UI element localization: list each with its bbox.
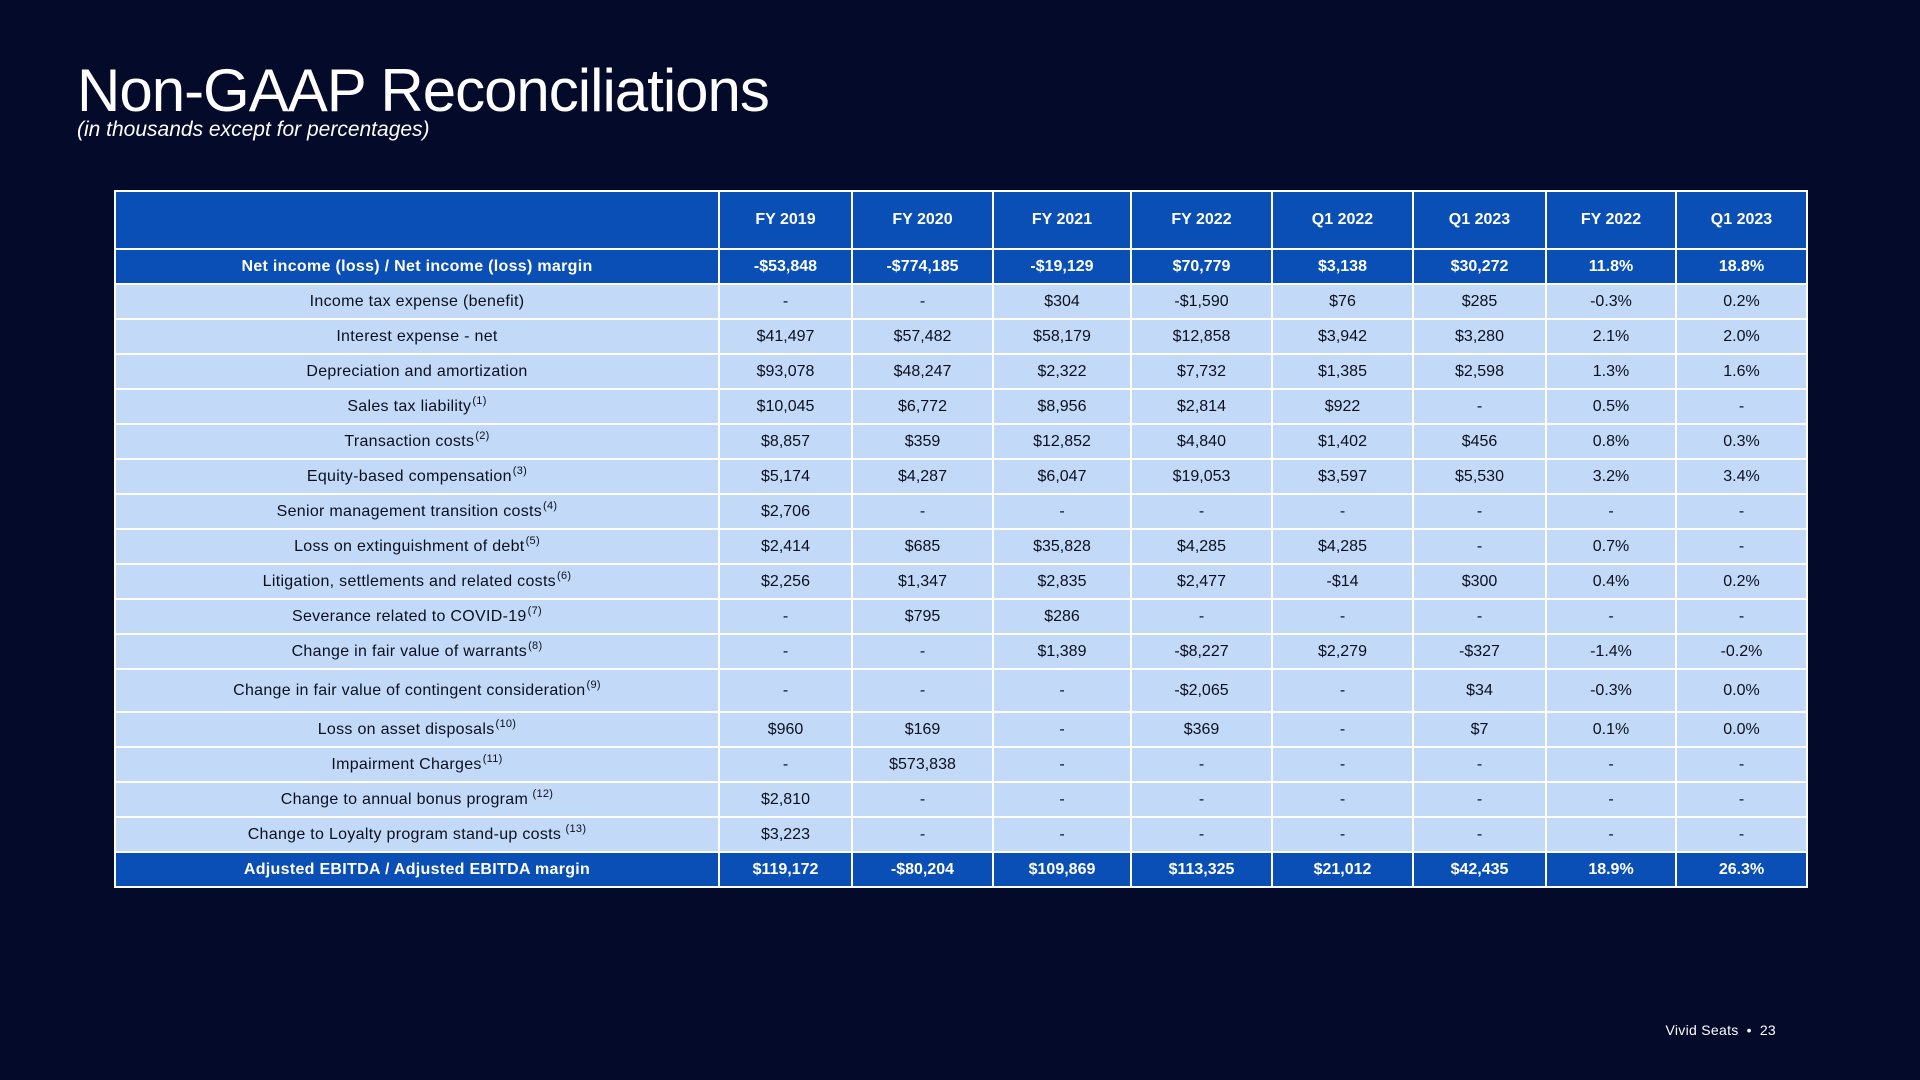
table-cell: $4,285: [1272, 529, 1413, 564]
row-label-text: Transaction costs: [344, 432, 475, 450]
footnote-marker: (3): [512, 465, 528, 478]
row-label: [115, 669, 719, 712]
footnote-marker: (13): [562, 823, 587, 836]
table-cell: $42,435: [1413, 852, 1546, 887]
table-cell: $359: [852, 424, 993, 459]
table-cell: -$19,129: [993, 249, 1131, 284]
table-cell: $2,814: [1131, 389, 1272, 424]
table-cell: $12,852: [993, 424, 1131, 459]
table-cell: $3,597: [1272, 459, 1413, 494]
row-label: [115, 747, 719, 782]
footer-brand: Vivid Seats: [1665, 1022, 1739, 1038]
table-row: [115, 354, 1807, 389]
table-row: [115, 424, 1807, 459]
table-cell: $1,385: [1272, 354, 1413, 389]
table-cell: $19,053: [1131, 459, 1272, 494]
column-header: Q1 2022: [1272, 191, 1413, 249]
table-header-row: [115, 191, 1807, 249]
table-cell: -: [1676, 494, 1807, 529]
table-cell: -: [1546, 747, 1676, 782]
table-cell: 2.1%: [1546, 319, 1676, 354]
table-cell: -: [1272, 747, 1413, 782]
table-cell: $35,828: [993, 529, 1131, 564]
table-row: [115, 817, 1807, 852]
table-cell: $70,779: [1131, 249, 1272, 284]
table-cell: -: [1413, 529, 1546, 564]
footnote-marker: (9): [586, 679, 601, 692]
table-cell: -: [993, 817, 1131, 852]
column-header: FY 2022: [1546, 191, 1676, 249]
table-row: [115, 599, 1807, 634]
table-row: [115, 494, 1807, 529]
table-cell: $21,012: [1272, 852, 1413, 887]
table-cell: -$14: [1272, 564, 1413, 599]
row-label: [115, 782, 719, 817]
table-cell: 0.5%: [1546, 389, 1676, 424]
table-cell: -: [993, 747, 1131, 782]
table-cell: -: [852, 817, 993, 852]
row-label-text: Net income (loss) / Net income (loss) margin: [241, 257, 593, 275]
footnote-marker: (4): [543, 500, 558, 513]
table-cell: -: [852, 634, 993, 669]
table-body: [115, 249, 1807, 887]
table-cell: -: [1131, 747, 1272, 782]
column-header: Q1 2023: [1676, 191, 1807, 249]
table-cell: -: [1272, 669, 1413, 712]
table-cell: $12,858: [1131, 319, 1272, 354]
table-cell: $2,477: [1131, 564, 1272, 599]
table-row: [115, 319, 1807, 354]
table-cell: $2,322: [993, 354, 1131, 389]
table-cell: $3,138: [1272, 249, 1413, 284]
table-cell: $1,402: [1272, 424, 1413, 459]
row-label-text: Income tax expense (benefit): [309, 292, 525, 310]
column-header: FY 2022: [1131, 191, 1272, 249]
table-cell: -: [1131, 817, 1272, 852]
row-label-text: Impairment Charges: [331, 755, 482, 773]
table-cell: -: [719, 669, 852, 712]
table-cell: 0.0%: [1676, 669, 1807, 712]
table-cell: -: [852, 494, 993, 529]
table-cell: $795: [852, 599, 993, 634]
footnote-marker: (8): [528, 640, 543, 653]
table-cell: 0.0%: [1676, 712, 1807, 747]
row-label: [115, 712, 719, 747]
table-cell: -: [1546, 782, 1676, 817]
row-label: [115, 529, 719, 564]
table-cell: -$53,848: [719, 249, 852, 284]
table-cell: $3,280: [1413, 319, 1546, 354]
table-cell: -: [1272, 712, 1413, 747]
table-cell: $76: [1272, 284, 1413, 319]
table-cell: -: [1413, 782, 1546, 817]
table-row: [115, 634, 1807, 669]
column-header-label: [115, 191, 719, 249]
row-label: [115, 354, 719, 389]
table-cell: $8,956: [993, 389, 1131, 424]
table-cell: $10,045: [719, 389, 852, 424]
footnote-marker: (12): [529, 788, 554, 801]
row-label-text: Equity-based compensation: [306, 467, 512, 485]
table-cell: 0.2%: [1676, 564, 1807, 599]
table-cell: $6,047: [993, 459, 1131, 494]
table-row: [115, 284, 1807, 319]
row-label: [115, 599, 719, 634]
row-label: [115, 284, 719, 319]
row-label-text: Loss on asset disposals: [317, 720, 495, 738]
table-cell: -: [1546, 494, 1676, 529]
table-cell: $8,857: [719, 424, 852, 459]
table-cell: $922: [1272, 389, 1413, 424]
table-cell: -: [1272, 494, 1413, 529]
reconciliation-table-container: [114, 190, 1806, 888]
table-cell: 0.7%: [1546, 529, 1676, 564]
table-total-row: [115, 852, 1807, 887]
table-row: [115, 669, 1807, 712]
table-cell: -: [993, 782, 1131, 817]
page-number: 23: [1759, 1022, 1776, 1038]
row-label-text: Depreciation and amortization: [306, 362, 528, 380]
table-cell: $2,256: [719, 564, 852, 599]
table-cell: 18.8%: [1676, 249, 1807, 284]
table-cell: -: [993, 669, 1131, 712]
table-cell: 0.2%: [1676, 284, 1807, 319]
table-row: [115, 747, 1807, 782]
table-cell: -0.2%: [1676, 634, 1807, 669]
table-cell: -: [719, 284, 852, 319]
footnote-marker: (11): [482, 753, 503, 766]
table-cell: 0.4%: [1546, 564, 1676, 599]
row-label-text: Adjusted EBITDA / Adjusted EBITDA margin: [243, 860, 591, 878]
row-label-text: Change to Loyalty program stand-up costs: [247, 825, 562, 843]
table-cell: -: [852, 782, 993, 817]
table-cell: $34: [1413, 669, 1546, 712]
table-cell: $4,287: [852, 459, 993, 494]
table-cell: $1,347: [852, 564, 993, 599]
table-row: [115, 712, 1807, 747]
row-label-text: Interest expense - net: [336, 327, 498, 345]
table-cell: -: [1272, 817, 1413, 852]
table-cell: $3,942: [1272, 319, 1413, 354]
table-cell: $7: [1413, 712, 1546, 747]
table-cell: $2,414: [719, 529, 852, 564]
table-cell: -0.3%: [1546, 284, 1676, 319]
table-cell: -: [1131, 599, 1272, 634]
row-label-text: Severance related to COVID-19: [292, 607, 527, 625]
table-cell: $113,325: [1131, 852, 1272, 887]
footnote-marker: (6): [557, 570, 572, 583]
table-cell: -$2,065: [1131, 669, 1272, 712]
table-cell: -$8,227: [1131, 634, 1272, 669]
table-cell: $5,174: [719, 459, 852, 494]
table-cell: -$1,590: [1131, 284, 1272, 319]
table-cell: -$80,204: [852, 852, 993, 887]
table-cell: -: [1131, 494, 1272, 529]
table-cell: -: [719, 747, 852, 782]
row-label: [115, 459, 719, 494]
table-cell: $48,247: [852, 354, 993, 389]
table-cell: $30,272: [1413, 249, 1546, 284]
table-cell: $369: [1131, 712, 1272, 747]
table-cell: -0.3%: [1546, 669, 1676, 712]
table-cell: $93,078: [719, 354, 852, 389]
table-cell: -: [1676, 599, 1807, 634]
table-cell: -: [1546, 817, 1676, 852]
table-cell: -: [1413, 747, 1546, 782]
table-cell: $2,810: [719, 782, 852, 817]
table-cell: -: [1676, 529, 1807, 564]
table-cell: -: [1676, 747, 1807, 782]
table-cell: $3,223: [719, 817, 852, 852]
table-cell: $960: [719, 712, 852, 747]
column-header: FY 2019: [719, 191, 852, 249]
row-label-text: Litigation, settlements and related costs: [262, 572, 556, 590]
table-cell: $285: [1413, 284, 1546, 319]
row-label: [115, 852, 719, 887]
column-header: Q1 2023: [1413, 191, 1546, 249]
row-label: [115, 817, 719, 852]
table-row: [115, 564, 1807, 599]
table-cell: -: [1676, 389, 1807, 424]
table-cell: $456: [1413, 424, 1546, 459]
table-cell: -: [1413, 599, 1546, 634]
footnote-marker: (2): [475, 430, 490, 443]
table-cell: -: [993, 712, 1131, 747]
row-label-text: Loss on extinguishment of debt: [294, 537, 525, 555]
table-cell: $304: [993, 284, 1131, 319]
table-cell: $169: [852, 712, 993, 747]
table-cell: $2,279: [1272, 634, 1413, 669]
table-cell: $2,598: [1413, 354, 1546, 389]
table-cell: $7,732: [1131, 354, 1272, 389]
table-cell: $4,285: [1131, 529, 1272, 564]
table-cell: -: [852, 669, 993, 712]
table-cell: -: [1546, 599, 1676, 634]
table-cell: $286: [993, 599, 1131, 634]
table-cell: -: [719, 599, 852, 634]
row-label-text: Sales tax liability: [347, 397, 472, 415]
table-cell: $2,706: [719, 494, 852, 529]
footnote-marker: (10): [495, 718, 517, 731]
table-cell: 26.3%: [1676, 852, 1807, 887]
table-cell: $685: [852, 529, 993, 564]
table-cell: $119,172: [719, 852, 852, 887]
table-cell: -: [1272, 599, 1413, 634]
table-cell: $2,835: [993, 564, 1131, 599]
table-cell: 0.1%: [1546, 712, 1676, 747]
table-cell: -: [1272, 782, 1413, 817]
table-cell: -$774,185: [852, 249, 993, 284]
table-cell: $58,179: [993, 319, 1131, 354]
footnote-marker: (1): [472, 395, 487, 408]
page-title: Non-GAAP Reconciliations: [77, 57, 769, 124]
row-label-text: Change to annual bonus program: [280, 790, 529, 808]
table-cell: 2.0%: [1676, 319, 1807, 354]
row-label-text: Senior management transition costs: [276, 502, 543, 520]
table-cell: 1.6%: [1676, 354, 1807, 389]
row-label: [115, 389, 719, 424]
table-cell: 1.3%: [1546, 354, 1676, 389]
footer: [1666, 1022, 1776, 1038]
table-cell: 11.8%: [1546, 249, 1676, 284]
reconciliation-table: [114, 190, 1808, 888]
row-label: [115, 564, 719, 599]
table-cell: $300: [1413, 564, 1546, 599]
table-cell: $4,840: [1131, 424, 1272, 459]
column-header: FY 2021: [993, 191, 1131, 249]
row-label: [115, 319, 719, 354]
table-cell: 3.2%: [1546, 459, 1676, 494]
table-cell: 18.9%: [1546, 852, 1676, 887]
table-cell: $5,530: [1413, 459, 1546, 494]
table-row: [115, 782, 1807, 817]
table-cell: $41,497: [719, 319, 852, 354]
table-row: [115, 389, 1807, 424]
table-cell: $6,772: [852, 389, 993, 424]
row-label: [115, 634, 719, 669]
column-header: FY 2020: [852, 191, 993, 249]
table-cell: $1,389: [993, 634, 1131, 669]
table-cell: 0.3%: [1676, 424, 1807, 459]
row-label-text: Change in fair value of contingent consideration: [233, 681, 586, 699]
row-label: [115, 424, 719, 459]
table-cell: -1.4%: [1546, 634, 1676, 669]
table-cell: 3.4%: [1676, 459, 1807, 494]
table-cell: -: [1413, 817, 1546, 852]
table-cell: -: [1676, 782, 1807, 817]
table-cell: $57,482: [852, 319, 993, 354]
footnote-marker: (5): [525, 535, 540, 548]
row-label-text: Change in fair value of warrants: [291, 642, 528, 660]
table-cell: -: [1413, 494, 1546, 529]
table-cell: -: [719, 634, 852, 669]
footer-separator: •: [1746, 1022, 1752, 1038]
table-cell: -: [852, 284, 993, 319]
footnote-marker: (7): [527, 605, 542, 618]
table-cell: $573,838: [852, 747, 993, 782]
table-cell: -: [993, 494, 1131, 529]
table-cell: $109,869: [993, 852, 1131, 887]
page-subtitle: (in thousands except for percentages): [77, 118, 430, 141]
table-cell: 0.8%: [1546, 424, 1676, 459]
row-label: [115, 249, 719, 284]
table-row: [115, 529, 1807, 564]
table-cell: -: [1676, 817, 1807, 852]
row-label: [115, 494, 719, 529]
table-cell: -: [1413, 389, 1546, 424]
table-row: [115, 459, 1807, 494]
table-cell: -: [1131, 782, 1272, 817]
table-cell: -$327: [1413, 634, 1546, 669]
table-total-row: [115, 249, 1807, 284]
